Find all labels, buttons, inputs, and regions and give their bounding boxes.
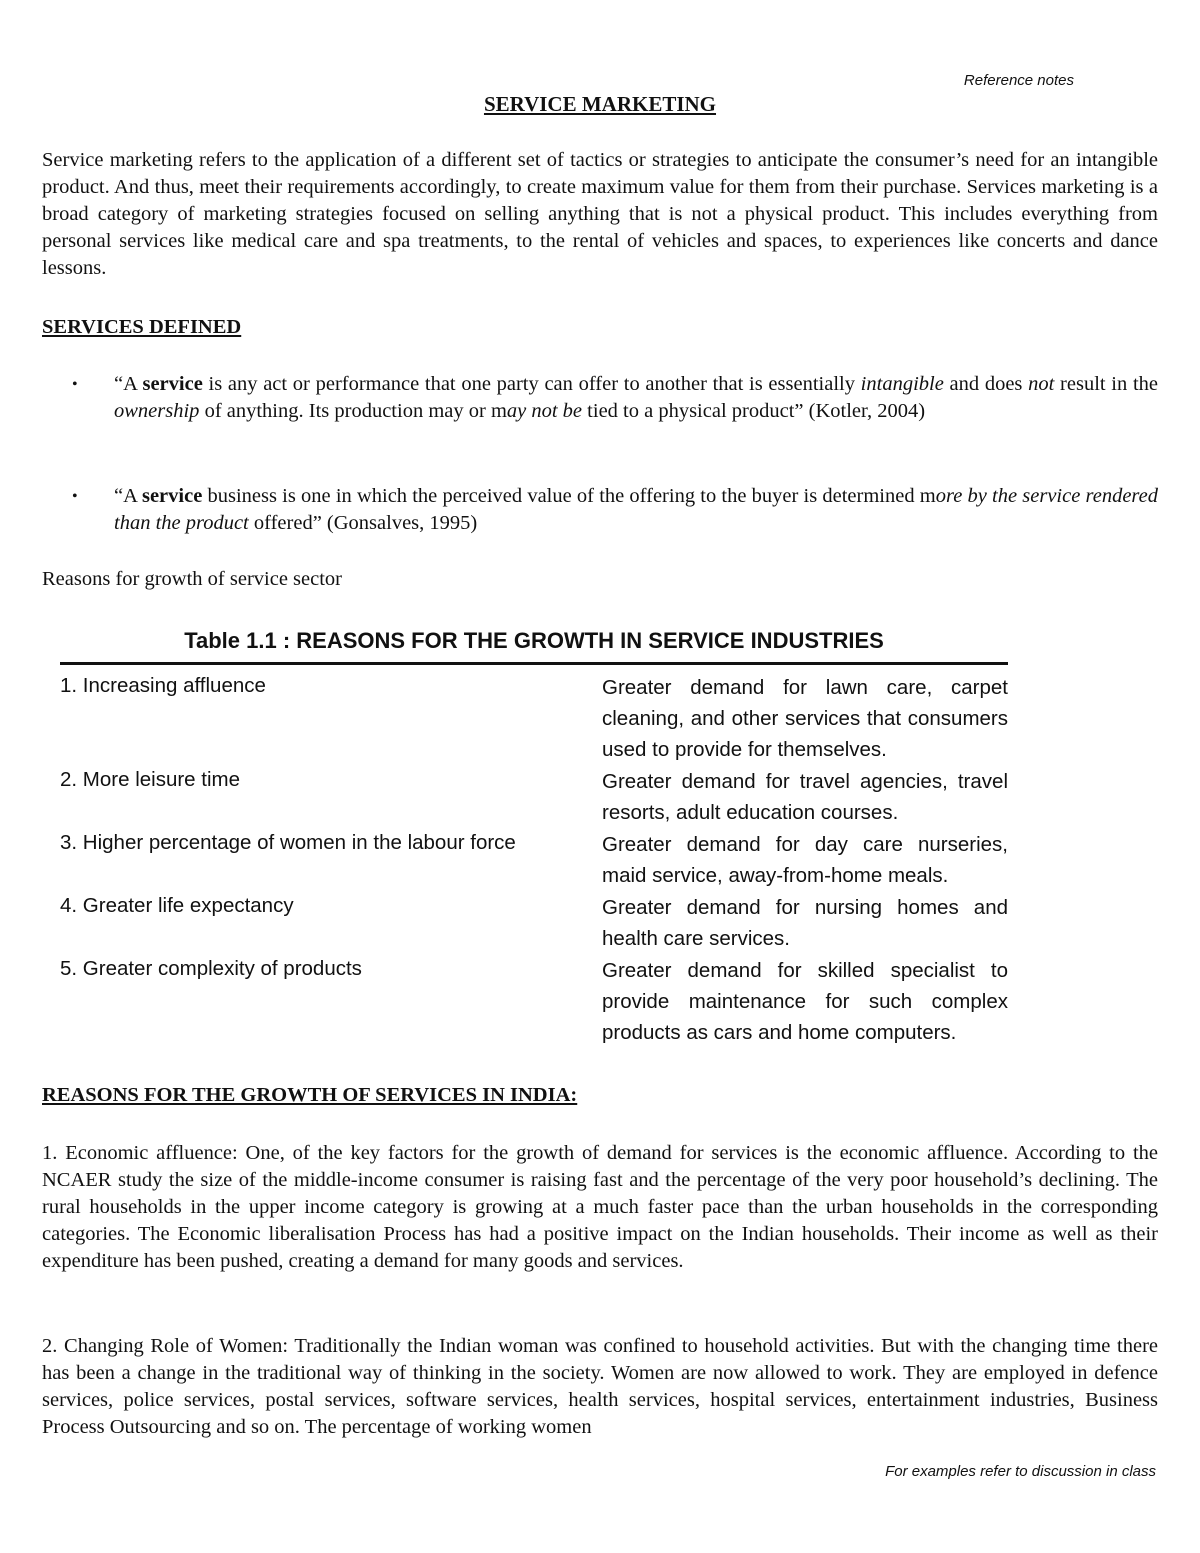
bullet-marker: •	[72, 376, 78, 393]
reason-cell: 3. Higher percentage of women in the labour force	[60, 831, 516, 854]
table-row	[60, 766, 1008, 829]
footer-note: For examples refer to discussion in class	[885, 1463, 1156, 1480]
header-note: Reference notes	[963, 72, 1074, 89]
reasons-intro-text: Reasons for growth of service sector	[42, 568, 343, 590]
emphasis: ownership	[114, 400, 200, 422]
definition-text: “A service business is one in which the perceived value of the offering to the buyer is determined more by the service rendered than the product offered” (Gonsalves, 1995)	[114, 485, 1158, 534]
emphasis: ay not be	[506, 400, 583, 422]
changing-role-women-paragraph: 2. Changing Role of Women: Traditionally the Indian woman was confined to household activities. But with the changing time there has been a change in the traditional way of thinking in the society. Women are now allowed to work. They are employed in defence services, police services, postal services, software services, health services, hospital services, entertainment industries, Business Process Outsourcing and so on. The percentage of working women	[42, 1335, 1158, 1438]
bold-term: service	[141, 485, 203, 507]
india-growth-heading: REASONS FOR THE GROWTH OF SERVICES IN INDIA:	[42, 1084, 578, 1106]
services-defined-heading: SERVICES DEFINED	[42, 316, 242, 338]
effect-cell: Greater demand for skilled specialist to provide maintenance for such complex products as cars and home computers.	[602, 959, 1008, 1044]
growth-reasons-table	[60, 672, 1008, 1051]
table-row	[60, 829, 1008, 892]
table-rule	[60, 662, 1008, 665]
effect-cell: Greater demand for nursing homes and health care services.	[602, 896, 1008, 950]
table-row	[60, 955, 1008, 1051]
definition-text: “A service is any act or performance that one party can offer to another that is essentially intangible and does not result in the ownership of anything. Its production may or may not be tied to a physical product” (Kotler, 2004)	[114, 373, 1158, 422]
economic-affluence-paragraph: 1. Economic affluence: One, of the key factors for the growth of demand for services is the economic affluence. According to the NCAER study the size of the middle-income consumer is raising fast and the percentage of the very poor household’s declining. The rural households in the upper income category is growing at a much faster pace than the urban households in the corresponding categories. The Economic liberalisation Process has had a positive impact on the Indian households. Their income as well as their expenditure has been pushed, creating a demand for many goods and services.	[42, 1142, 1158, 1272]
reason-cell: 5. Greater complexity of products	[60, 957, 362, 980]
effect-cell: Greater demand for travel agencies, travel resorts, adult education courses.	[602, 770, 1008, 824]
bold-term: service	[142, 373, 203, 395]
reason-cell: 1. Increasing affluence	[60, 674, 266, 697]
page-title: SERVICE MARKETING	[483, 92, 717, 116]
table-caption: Table 1.1 : REASONS FOR THE GROWTH IN SERVICE INDUSTRIES	[184, 628, 884, 653]
table-row	[60, 672, 1008, 766]
bullet-marker: •	[72, 488, 78, 505]
table-row	[60, 892, 1008, 955]
intro-paragraph: Service marketing refers to the application of a different set of tactics or strategies to anticipate the consumer’s need for an intangible product. And thus, meet their requirements accordingly, to create maximum value for them from their purchase. Services marketing is a broad category of marketing strategies focused on selling anything that is not a physical product. This includes everything from personal services like medical care and spa treatments, to the rental of vehicles and spaces, to experiences like concerts and dance lessons.	[42, 149, 1158, 279]
emphasis: intangible	[860, 373, 944, 395]
effect-cell: Greater demand for day care nurseries, maid service, away-from-home meals.	[602, 833, 1008, 887]
reason-cell: 4. Greater life expectancy	[60, 894, 294, 917]
reason-cell: 2. More leisure time	[60, 768, 241, 791]
emphasis: not	[1028, 373, 1055, 395]
emphasis: ore by the service rendered than the product	[114, 485, 1158, 534]
effect-cell: Greater demand for lawn care, carpet cleaning, and other services that consumers used to provide for themselves.	[602, 676, 1008, 761]
